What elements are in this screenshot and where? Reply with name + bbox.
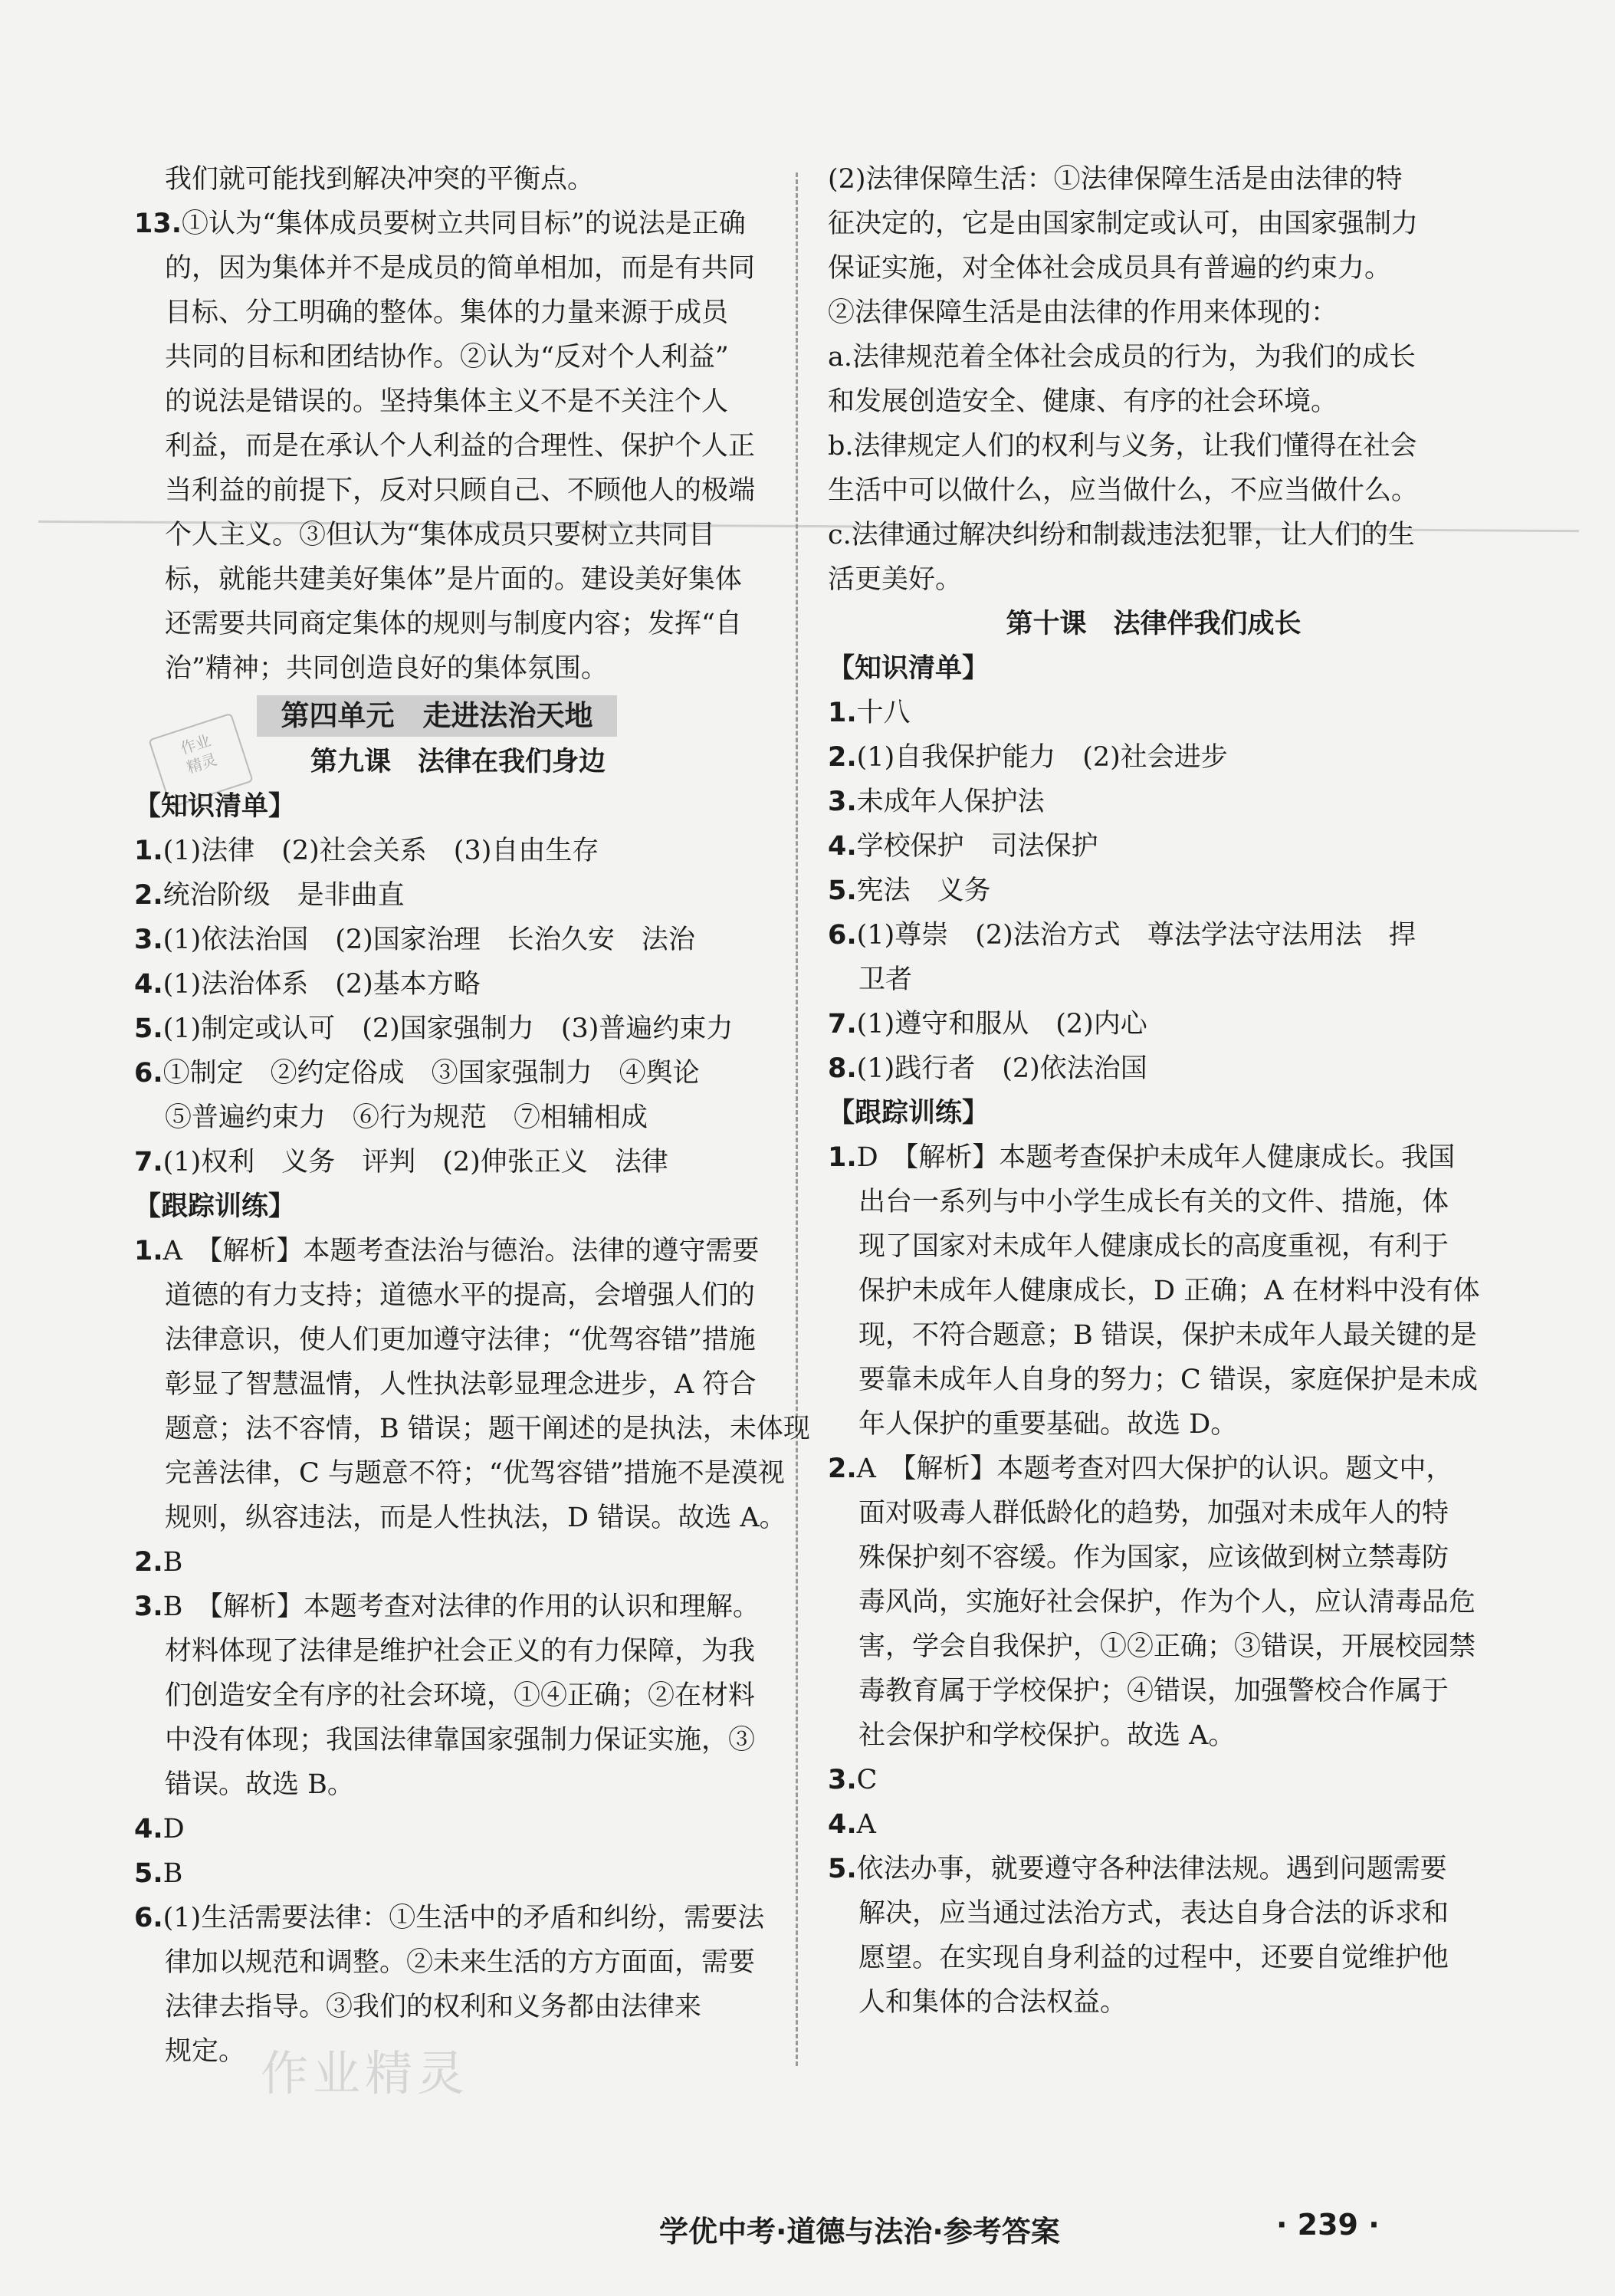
list-item [134,918,782,962]
list-item [828,1447,1479,1758]
item-text: C [856,1765,878,1795]
item-text: 出台一系列与中小学生成长有关的文件、措施，体 [858,1187,1449,1217]
item-number: 6. [134,1058,163,1089]
item-text: 利益，而是在承认个人利益的合理性、保护个人正 [165,431,756,461]
item-text: (1)尊崇 (2)法治方式 尊法学法守法用法 捍 [856,920,1416,951]
item-text: 愿望。在实现自身利益的过程中，还要自觉维护他 [858,1943,1449,1973]
item-text: 当利益的前提下，反对只顾自己、不顾他人的极端 [165,475,756,506]
item-text: 要靠未成年人自身的努力；C 错误，家庭保护是未成 [858,1365,1478,1395]
item-text: (1)制定或认可 (2)国家强制力 (3)普遍约束力 [162,1013,734,1044]
knowledge-header-left: 【知识清单】 [134,791,296,822]
item-text: B [162,1858,183,1889]
item-number: 5. [828,875,857,906]
item-text: 材料体现了法律是维护社会正义的有力保障，为我 [165,1636,756,1667]
item-number: 4. [134,969,163,1000]
item-text: 法律意识，使人们更加遵守法律；“优驾容错”措施 [165,1325,756,1355]
question-6-continued [828,157,1479,602]
item-text: ⑤普遍约束力 ⑥行为规范 ⑦相辅相成 [165,1102,648,1133]
knowledge-list-right [828,691,1479,1091]
item-text: 生活中可以做什么，应当做什么，不应当做什么。 [828,475,1419,506]
training-header-right: 【跟踪训练】 [828,1098,990,1128]
item-text: 的说法是错误的。坚持集体主义不是不关注个人 [165,386,729,417]
training-list-right [828,1135,1479,2025]
watermark: 作业精灵 [261,2045,470,2101]
question-13 [134,202,782,691]
item-text: 社会保护和学校保护。故选 A。 [858,1720,1236,1751]
item-text: 殊保护刻不容缓。作为国家，应该做到树立禁毒防 [858,1542,1449,1573]
left-column [134,157,810,2074]
list-item [828,1135,1479,1447]
item-number: 7. [828,1009,857,1040]
item-text: 完善法律，C 与题意不符；“优驾容错”措施不是漠视 [165,1458,785,1489]
column-divider [796,172,798,2066]
item-text: 治”精神；共同创造良好的集体氛围。 [165,653,608,684]
item-text: 十八 [856,698,911,728]
item-text: 现，不符合题意；B 错误，保护未成年人最关键的是 [858,1320,1477,1351]
item-text: 中没有体现；我国法律靠国家强制力保证实施，③ [165,1725,756,1756]
item-number: 5. [134,1013,163,1044]
item-number: 4. [134,1814,163,1844]
item-text: 还需要共同商定集体的规则与制度内容；发挥“自 [165,609,742,639]
item-text: 规则，纵容违法，而是人性执法，D 错误。故选 A。 [165,1503,786,1533]
list-item [828,824,1479,869]
list-item [134,1585,782,1807]
item-text: 错误。故选 B。 [165,1769,354,1800]
item-number: 3. [134,1591,163,1622]
list-item [828,780,1479,824]
item-text: B 【解析】本题考查对法律的作用的认识和理解。 [162,1591,760,1622]
list-item [828,1002,1479,1046]
list-item [828,1847,1479,2025]
item-number: 3. [828,1765,857,1795]
item-text: D 【解析】本题考查保护未成年人健康成长。我国 [856,1142,1456,1173]
item-number: 1. [828,698,857,728]
list-item [828,691,1479,735]
item-text: (2)法律保障生活：①法律保障生活是由法律的特 [828,164,1403,195]
list-item [134,1896,782,2074]
training-list-left [134,1229,810,2074]
item-number: 8. [828,1053,857,1084]
lesson-10-title: 第十课 法律伴我们成长 [1006,609,1302,639]
item-text: 目标、分工明确的整体。集体的力量来源于成员 [165,297,729,328]
stamp-logo: 作业 精灵 [148,713,253,809]
item-number: 13. [134,209,182,239]
list-item [828,735,1479,780]
item-text: 依法办事，就要遵守各种法律法规。遇到问题需要 [856,1854,1447,1884]
list-item [134,962,782,1007]
item-number: 2. [828,742,857,773]
item-text: (1)遵守和服从 (2)内心 [856,1009,1147,1040]
item-text: A 【解析】本题考查对四大保护的认识。题文中， [856,1453,1453,1484]
list-item [134,1007,782,1051]
right-column [828,157,1479,2025]
item-text: (1)自我保护能力 (2)社会进步 [856,742,1228,773]
item-text: 现了国家对未成年人健康成长的高度重视，有利于 [858,1231,1449,1262]
item-text: 解决，应当通过法治方式，表达自身合法的诉求和 [858,1898,1449,1929]
intro-paragraph: 我们就可能找到解决冲突的平衡点。 [165,164,595,195]
item-text: 毒风尚，实施好社会保护，作为个人，应认清毒品危 [858,1587,1476,1618]
item-text: 法律去指导。③我们的权利和义务都由法律来 [165,1992,702,2022]
item-text: 彰显了智慧温情，人性执法彰显理念进步，A 符合 [165,1369,757,1400]
item-text: 律加以规范和调整。②未来生活的方方面面，需要 [165,1947,756,1978]
item-text: 的，因为集体并不是成员的简单相加，而是有共同 [165,253,756,284]
item-text: A [856,1809,876,1840]
item-text: 共同的目标和团结协作。②认为“反对个人利益” [165,342,729,373]
item-text: 害，学会自我保护，①②正确；③错误，开展校园禁 [858,1631,1476,1662]
list-item [134,1229,810,1540]
item-text: (1)生活需要法律：①生活中的矛盾和纠纷，需要法 [162,1903,765,1933]
lesson-9-title: 第九课 法律在我们身边 [310,747,606,777]
item-text: 宪法 义务 [856,875,991,906]
item-text: b.法律规定人们的权利与义务，让我们懂得在社会 [828,431,1417,461]
footer-title: 学优中考·道德与法治·参考答案 [659,2215,1060,2248]
item-text: 人和集体的合法权益。 [858,1987,1128,2018]
list-item [134,1851,782,1896]
item-text: 年人保护的重要基础。故选 D。 [858,1409,1238,1440]
item-text: 统治阶级 是非曲直 [162,880,405,911]
item-text: c.法律通过解决纠纷和制裁违法犯罪，让人们的生 [828,520,1415,550]
list-item [828,913,1479,1002]
item-number: 5. [828,1854,857,1884]
item-text: 学校保护 司法保护 [856,831,1098,862]
item-text: 道德的有力支持；道德水平的提高，会增强人们的 [165,1280,756,1311]
list-item [134,873,782,918]
item-text: ①制定 ②约定俗成 ③国家强制力 ④舆论 [162,1058,700,1089]
list-item [828,869,1479,913]
unit-title: 第四单元 走进法治天地 [257,695,617,737]
item-text: 和发展创造安全、健康、有序的社会环境。 [828,386,1338,417]
item-number: 6. [134,1903,163,1933]
item-number: 6. [828,920,857,951]
list-item [828,1046,1479,1091]
item-text: (1)依法治国 (2)国家治理 长治久安 法治 [162,925,695,955]
item-text: ②法律保障生活是由法律的作用来体现的： [828,297,1338,328]
list-item [134,1051,782,1140]
item-text: 活更美好。 [828,564,963,595]
item-number: 7. [134,1147,163,1178]
item-text: (1)践行者 (2)依法治国 [856,1053,1147,1084]
item-number: 1. [828,1142,857,1173]
knowledge-list-left [134,829,782,1184]
item-text: a.法律规范着全体社会成员的行为，为我们的成长 [828,342,1416,373]
item-text: 征决定的，它是由国家制定或认可，由国家强制力 [828,209,1419,239]
item-text: 卫者 [858,964,913,995]
item-text: 规定。 [165,2036,246,2067]
list-item [134,1140,782,1184]
item-text: ①认为“集体成员要树立共同目标”的说法是正确 [182,209,746,239]
item-text: (1)法治体系 (2)基本方略 [162,969,481,1000]
knowledge-header-right: 【知识清单】 [828,653,990,684]
item-text: (1)法律 (2)社会关系 (3)自由生存 [162,836,599,866]
item-number: 3. [828,787,857,817]
item-number: 4. [828,831,857,862]
item-number: 3. [134,925,163,955]
item-text: 保护未成年人健康成长，D 正确；A 在材料中没有体 [858,1276,1480,1306]
item-text: 面对吸毒人群低龄化的趋势，加强对未成年人的特 [858,1498,1449,1529]
item-text: 个人主义。③但认为“集体成员只要树立共同目 [165,520,715,550]
item-text: 毒教育属于学校保护；④错误，加强警校合作属于 [858,1676,1449,1706]
item-number: 2. [828,1453,857,1484]
item-text: (1)权利 义务 评判 (2)伸张正义 法律 [162,1147,668,1178]
list-item [828,1802,1479,1847]
page-number: · 239 · [1276,2208,1380,2242]
item-number: 2. [134,1547,163,1578]
item-number: 2. [134,880,163,911]
item-text: A 【解析】本题考查法治与德治。法律的遵守需要 [162,1236,760,1266]
item-text: 保证实施，对全体社会成员具有普遍的约束力。 [828,253,1392,284]
list-item [828,1758,1479,1802]
item-number: 1. [134,1236,163,1266]
item-text: D [162,1814,185,1844]
item-number: 1. [134,836,163,866]
item-number: 4. [828,1809,857,1840]
list-item [134,829,782,873]
item-number: 5. [134,1858,163,1889]
list-item [134,1807,782,1851]
training-header-left: 【跟踪训练】 [134,1191,296,1222]
item-text: 未成年人保护法 [856,787,1045,817]
list-item [134,1540,782,1585]
item-text: 标，就能共建美好集体”是片面的。建设美好集体 [165,564,742,595]
item-text: B [162,1547,183,1578]
item-text: 们创造安全有序的社会环境，①④正确；②在材料 [165,1680,756,1711]
item-text: 题意；法不容情，B 错误；题干阐述的是执法，未体现 [165,1414,810,1444]
